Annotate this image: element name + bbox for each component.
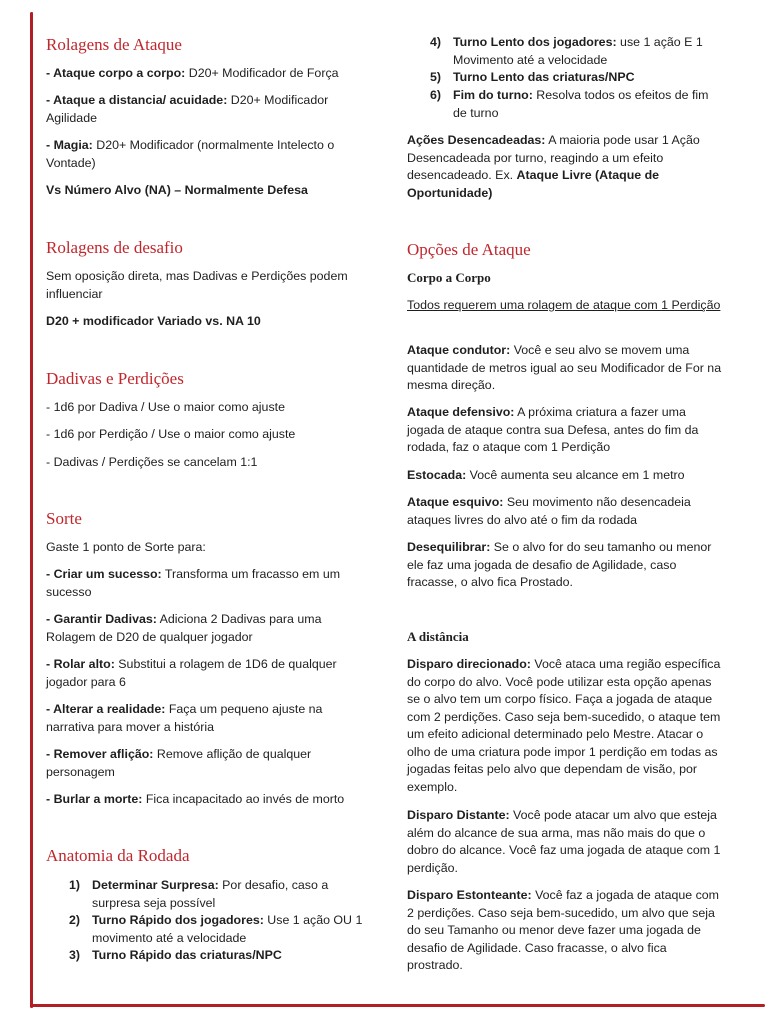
- subheading-corpo-a-corpo: Corpo a Corpo: [407, 270, 491, 285]
- page-border-left: [30, 12, 33, 1008]
- opcao-item: Estocada: Você aumenta seu alcance em 1 metro: [407, 468, 685, 482]
- desafio-desc: Sem oposição direta, mas Dadivas e Perdições podem influenciar: [46, 269, 348, 301]
- numero-alvo-line: Vs Número Alvo (NA) – Normalmente Defesa: [46, 183, 308, 197]
- opcao-item: Disparo Distante: Você pode atacar um alvo que esteja além do alcance de sua arma, mas não mais do que o dobro do alcance. Você faz uma jogada de ataque com 1 perdição.: [407, 808, 721, 875]
- corpo-intro: Todos requerem uma rolagem de ataque com 1 Perdição: [407, 298, 721, 312]
- opcao-item: Ataque esquivo: Seu movimento não desencadeia ataques livres do alvo até o fim da rodada: [407, 495, 691, 527]
- opcao-item: Ataque condutor: Você e seu alvo se movem uma quantidade de metros igual ao seu Modificador de For na mesma direção.: [407, 343, 722, 392]
- acoes-desencadeadas: Ações Desencadeadas: A maioria pode usar 1 Ação Desencadeada por turno, reagindo a um efeito desencadeado. Ex. Ataque Livre (Ataque de Oportunidade): [407, 133, 700, 200]
- list-item: 2) Turno Rápido dos jogadores: Use 1 ação OU 1 movimento até a velocidade: [69, 913, 363, 945]
- sorte-intro: Gaste 1 ponto de Sorte para:: [46, 540, 206, 554]
- magia-item: - Magia: D20+ Modificador (normalmente Intelecto o Vontade): [46, 138, 335, 170]
- list-item: 1) Determinar Surpresa: Por desafio, caso a surpresa seja possível: [69, 878, 329, 910]
- heading-sorte: Sorte: [46, 509, 82, 528]
- sorte-item: - Garantir Dadivas: Adiciona 2 Dadivas para uma Rolagem de D20 de qualquer jogador: [46, 612, 322, 644]
- list-item: 5) Turno Lento das criaturas/NPC: [430, 70, 635, 84]
- heading-rolagens-desafio: Rolagens de desafio: [46, 238, 183, 257]
- sorte-item: - Alterar a realidade: Faça um pequeno ajuste na narrativa para mover a história: [46, 702, 323, 734]
- opcao-item: Disparo Estonteante: Você faz a jogada de ataque com 2 perdições. Caso seja bem-sucedido, um alvo que seja do seu Tamanho ou menor deve fazer uma jogada de desafio de Agilidade. Caso fracasse, o alvo fica prostrado.: [407, 888, 719, 972]
- opcao-item: Disparo direcionado: Você ataca uma região específica do corpo do alvo. Você pode utilizar esta opção apenas se o alvo tem um corpo físico. Faça a jogada de ataque com 2 perdições. Caso seja bem-sucedido, o ataque tem um efeito adicional determinado pelo Mestre. Atacar o olho de uma criatura pode impor 1 perdição em todas as jogadas feitas pelo alvo que dependam de visão, por exemplo.: [407, 657, 721, 794]
- sorte-item: - Criar um sucesso: Transforma um fracasso em um sucesso: [46, 567, 341, 599]
- heading-anatomia-rodada: Anatomia da Rodada: [46, 846, 190, 865]
- sorte-item: - Rolar alto: Substitui a rolagem de 1D6 de qualquer jogador para 6: [46, 657, 337, 689]
- sorte-item: - Remover aflição: Remove aflição de qualquer personagem: [46, 747, 312, 779]
- opcao-item: Desequilibrar: Se o alvo for do seu tamanho ou menor ele faz uma jogada de desafio de Agilidade, caso fracasse, o alvo fica Prostado.: [407, 540, 712, 589]
- ataque-distancia-item: - Ataque a distancia/ acuidade: D20+ Modificador Agilidade: [46, 93, 329, 125]
- cancelam-line: - Dadivas / Perdições se cancelam 1:1: [46, 455, 258, 469]
- list-item: 3) Turno Rápido das criaturas/NPC: [69, 948, 282, 962]
- heading-rolagens-ataque: Rolagens de Ataque: [46, 35, 182, 54]
- sorte-item: - Burlar a morte: Fica incapacitado ao invés de morto: [46, 792, 345, 806]
- page-border-bottom: [30, 1004, 765, 1007]
- list-item: 4) Turno Lento dos jogadores: use 1 ação E 1 Movimento até a velocidade: [430, 35, 703, 67]
- opcao-item: Ataque defensivo: A próxima criatura a fazer uma jogada de ataque contra sua Defesa, antes do fim da rodada, faz o ataque com 1 Perdição: [407, 405, 699, 454]
- desafio-formula: D20 + modificador Variado vs. NA 10: [46, 314, 261, 328]
- perdicao-line: - 1d6 por Perdição / Use o maior como ajuste: [46, 427, 296, 441]
- heading-opcoes-ataque: Opções de Ataque: [407, 240, 531, 259]
- dadiva-line: - 1d6 por Dadiva / Use o maior como ajuste: [46, 400, 285, 414]
- ataque-corpo-item: - Ataque corpo a corpo: D20+ Modificador de Força: [46, 66, 339, 80]
- list-item: 6) Fim do turno: Resolva todos os efeitos de fim de turno: [430, 88, 709, 120]
- heading-dadivas-perdicoes: Dadivas e Perdições: [46, 369, 184, 388]
- subheading-a-distancia: A distância: [407, 629, 469, 644]
